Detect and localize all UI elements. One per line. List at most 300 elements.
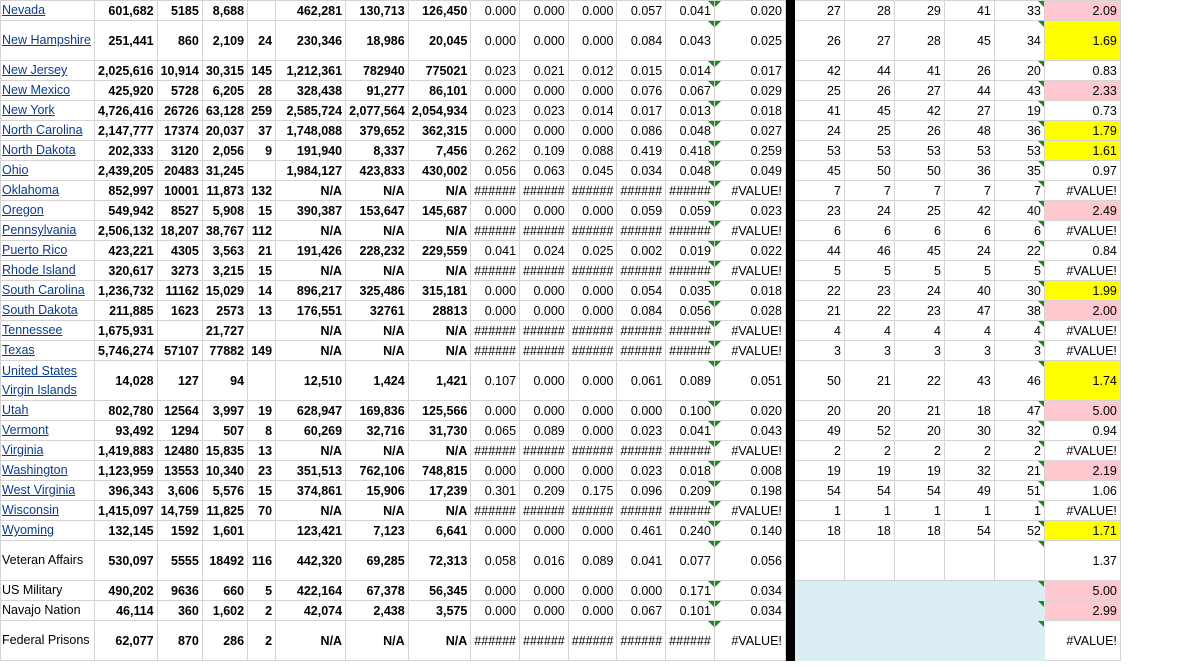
data-cell[interactable]: N/A [346, 261, 409, 281]
data-cell[interactable]: 2.00 [1044, 301, 1120, 321]
data-cell[interactable]: 0.056 [471, 161, 520, 181]
row-name-cell[interactable]: Nevada [1, 1, 95, 21]
data-cell[interactable]: 13553 [157, 461, 202, 481]
data-cell[interactable]: 0.101 [666, 601, 715, 621]
data-cell[interactable]: 0.023 [617, 461, 666, 481]
data-cell[interactable] [844, 541, 894, 581]
data-cell[interactable]: 42 [894, 101, 944, 121]
data-cell[interactable]: 0.063 [520, 161, 569, 181]
data-cell[interactable]: 0.057 [617, 1, 666, 21]
data-cell[interactable]: 211,885 [95, 301, 158, 321]
data-cell[interactable]: ###### [666, 501, 715, 521]
data-cell[interactable]: 0.058 [471, 541, 520, 581]
data-cell[interactable]: 0.086 [617, 121, 666, 141]
data-cell[interactable]: 169,836 [346, 401, 409, 421]
data-cell[interactable]: 4 [794, 321, 844, 341]
data-cell[interactable]: 2 [944, 441, 994, 461]
data-cell[interactable]: N/A [408, 261, 471, 281]
data-cell[interactable]: 27 [794, 1, 844, 21]
data-cell[interactable]: 24 [844, 201, 894, 221]
data-cell[interactable]: 44 [794, 241, 844, 261]
data-cell[interactable]: 1.06 [1044, 481, 1120, 501]
data-cell[interactable]: 19 [248, 401, 276, 421]
data-cell[interactable]: 0.140 [714, 521, 785, 541]
data-cell[interactable]: ###### [471, 341, 520, 361]
data-cell[interactable]: 0.023 [471, 101, 520, 121]
data-cell[interactable]: 26 [894, 121, 944, 141]
data-cell[interactable]: #VALUE! [1044, 621, 1120, 661]
data-cell[interactable]: 15 [248, 481, 276, 501]
data-cell[interactable]: 230,346 [276, 21, 346, 61]
data-cell[interactable]: 5 [844, 261, 894, 281]
data-cell[interactable]: 69,285 [346, 541, 409, 581]
data-cell[interactable]: 0.020 [714, 401, 785, 421]
data-cell[interactable]: 1.99 [1044, 281, 1120, 301]
data-cell[interactable]: ###### [666, 621, 715, 661]
data-cell[interactable]: 1,123,959 [95, 461, 158, 481]
data-cell[interactable]: #VALUE! [714, 501, 785, 521]
data-cell[interactable]: 660 [202, 581, 247, 601]
data-cell[interactable]: N/A [408, 441, 471, 461]
data-cell[interactable]: 21,727 [202, 321, 247, 341]
data-cell[interactable]: 1 [894, 501, 944, 521]
row-name-cell[interactable]: New York [1, 101, 95, 121]
data-cell[interactable]: 21 [844, 361, 894, 401]
data-cell[interactable]: 20 [894, 421, 944, 441]
row-name-cell[interactable]: Ohio [1, 161, 95, 181]
data-cell[interactable]: 0.041 [617, 541, 666, 581]
data-cell[interactable]: 41 [894, 61, 944, 81]
data-cell[interactable]: 0.020 [714, 1, 785, 21]
data-cell[interactable]: 35 [994, 161, 1044, 181]
data-cell[interactable]: 423,833 [346, 161, 409, 181]
data-cell[interactable]: 0.301 [471, 481, 520, 501]
data-cell[interactable]: 14,759 [157, 501, 202, 521]
data-cell[interactable]: 1.37 [1044, 541, 1120, 581]
data-cell[interactable]: 11,825 [202, 501, 247, 521]
data-cell[interactable]: 13 [248, 301, 276, 321]
data-cell[interactable]: 775021 [408, 61, 471, 81]
row-name-cell[interactable]: New Hampshire [1, 21, 95, 61]
data-cell[interactable]: 0.107 [471, 361, 520, 401]
data-cell[interactable]: ###### [666, 341, 715, 361]
data-cell[interactable] [844, 601, 894, 621]
data-cell[interactable]: 3,215 [202, 261, 247, 281]
data-cell[interactable]: 2 [248, 601, 276, 621]
data-cell[interactable] [157, 321, 202, 341]
data-cell[interactable]: 0.002 [617, 241, 666, 261]
data-cell[interactable]: 530,097 [95, 541, 158, 581]
data-cell[interactable]: 7,123 [346, 521, 409, 541]
data-cell[interactable]: 1,984,127 [276, 161, 346, 181]
data-cell[interactable]: 7 [794, 181, 844, 201]
data-cell[interactable]: N/A [276, 321, 346, 341]
data-cell[interactable]: ###### [568, 341, 617, 361]
data-cell[interactable]: N/A [346, 501, 409, 521]
data-cell[interactable]: 53 [844, 141, 894, 161]
data-cell[interactable]: 51 [994, 481, 1044, 501]
data-cell[interactable]: N/A [276, 621, 346, 661]
data-cell[interactable]: 0.028 [714, 301, 785, 321]
data-cell[interactable]: #VALUE! [1044, 221, 1120, 241]
data-cell[interactable]: 601,682 [95, 1, 158, 21]
data-cell[interactable]: 430,002 [408, 161, 471, 181]
data-cell[interactable]: 12564 [157, 401, 202, 421]
data-cell[interactable]: 0.000 [471, 521, 520, 541]
data-cell[interactable]: 202,333 [95, 141, 158, 161]
data-cell[interactable]: 0.000 [568, 281, 617, 301]
data-cell[interactable]: ###### [666, 181, 715, 201]
data-cell[interactable]: 425,920 [95, 81, 158, 101]
data-cell[interactable]: 0.029 [714, 81, 785, 101]
data-cell[interactable] [894, 581, 944, 601]
data-cell[interactable] [944, 601, 994, 621]
data-cell[interactable]: 351,513 [276, 461, 346, 481]
data-cell[interactable]: 9 [248, 141, 276, 161]
data-cell[interactable]: N/A [346, 321, 409, 341]
data-cell[interactable]: 251,441 [95, 21, 158, 61]
data-cell[interactable]: 0.000 [471, 81, 520, 101]
data-cell[interactable]: 0.025 [714, 21, 785, 61]
data-cell[interactable]: 5,746,274 [95, 341, 158, 361]
data-cell[interactable]: 145,687 [408, 201, 471, 221]
data-cell[interactable]: 0.017 [617, 101, 666, 121]
data-cell[interactable]: 93,492 [95, 421, 158, 441]
data-cell[interactable]: 2 [844, 441, 894, 461]
row-name-cell[interactable]: New Jersey [1, 61, 95, 81]
data-cell[interactable]: 28813 [408, 301, 471, 321]
data-cell[interactable]: 30 [994, 281, 1044, 301]
data-cell[interactable]: 0.000 [520, 301, 569, 321]
data-cell[interactable]: 12480 [157, 441, 202, 461]
data-cell[interactable]: 70 [248, 501, 276, 521]
data-cell[interactable]: 67,378 [346, 581, 409, 601]
data-cell[interactable]: 26 [844, 81, 894, 101]
row-name-cell[interactable]: West Virginia [1, 481, 95, 501]
data-cell[interactable]: 30,315 [202, 61, 247, 81]
data-cell[interactable] [994, 541, 1044, 581]
data-cell[interactable]: 1,419,883 [95, 441, 158, 461]
data-cell[interactable]: N/A [276, 501, 346, 521]
row-name-cell[interactable]: Puerto Rico [1, 241, 95, 261]
data-cell[interactable]: ###### [568, 321, 617, 341]
data-cell[interactable]: 32 [994, 421, 1044, 441]
data-cell[interactable]: 44 [844, 61, 894, 81]
data-cell[interactable]: 0.076 [617, 81, 666, 101]
data-cell[interactable]: 0.000 [568, 201, 617, 221]
data-cell[interactable]: 0.021 [520, 61, 569, 81]
data-cell[interactable]: 0.461 [617, 521, 666, 541]
data-cell[interactable]: 32761 [346, 301, 409, 321]
row-name-cell[interactable]: Virginia [1, 441, 95, 461]
data-cell[interactable]: 0.84 [1044, 241, 1120, 261]
data-cell[interactable]: 19 [994, 101, 1044, 121]
data-cell[interactable]: 21 [794, 301, 844, 321]
data-cell[interactable]: 507 [202, 421, 247, 441]
data-cell[interactable]: 0.000 [568, 121, 617, 141]
data-cell[interactable]: 6 [844, 221, 894, 241]
data-cell[interactable]: 628,947 [276, 401, 346, 421]
data-cell[interactable]: 229,559 [408, 241, 471, 261]
data-cell[interactable]: #VALUE! [1044, 321, 1120, 341]
data-cell[interactable]: N/A [408, 181, 471, 201]
data-cell[interactable]: 802,780 [95, 401, 158, 421]
data-cell[interactable]: 45 [794, 161, 844, 181]
data-cell[interactable]: 870 [157, 621, 202, 661]
data-cell[interactable]: 1592 [157, 521, 202, 541]
data-cell[interactable]: 26 [944, 61, 994, 81]
data-cell[interactable]: 45 [844, 101, 894, 121]
data-cell[interactable]: 19 [894, 461, 944, 481]
data-cell[interactable]: 15,835 [202, 441, 247, 461]
data-cell[interactable]: 5,908 [202, 201, 247, 221]
data-cell[interactable]: 1 [994, 501, 1044, 521]
data-cell[interactable]: ###### [471, 441, 520, 461]
data-cell[interactable]: 12,510 [276, 361, 346, 401]
data-cell[interactable]: 315,181 [408, 281, 471, 301]
row-name-cell[interactable]: Wyoming [1, 521, 95, 541]
data-cell[interactable]: 46 [844, 241, 894, 261]
data-cell[interactable]: 17,239 [408, 481, 471, 501]
data-cell[interactable]: 2 [248, 621, 276, 661]
row-name-cell[interactable]: South Carolina [1, 281, 95, 301]
data-cell[interactable]: ###### [520, 341, 569, 361]
data-cell[interactable]: #VALUE! [1044, 341, 1120, 361]
data-cell[interactable]: 0.025 [568, 241, 617, 261]
row-name-cell[interactable]: Texas [1, 341, 95, 361]
data-cell[interactable]: 442,320 [276, 541, 346, 581]
data-cell[interactable]: 43 [994, 81, 1044, 101]
data-cell[interactable]: 0.000 [568, 81, 617, 101]
data-cell[interactable]: 1,415,097 [95, 501, 158, 521]
data-cell[interactable]: 0.198 [714, 481, 785, 501]
data-cell[interactable]: 36 [944, 161, 994, 181]
data-cell[interactable]: 15,906 [346, 481, 409, 501]
data-cell[interactable]: 0.100 [666, 401, 715, 421]
data-cell[interactable]: 7 [844, 181, 894, 201]
data-cell[interactable]: 32,716 [346, 421, 409, 441]
data-cell[interactable]: 44 [944, 81, 994, 101]
data-cell[interactable]: 31,245 [202, 161, 247, 181]
data-cell[interactable]: ###### [617, 261, 666, 281]
data-cell[interactable]: ###### [520, 501, 569, 521]
data-cell[interactable]: 1,675,931 [95, 321, 158, 341]
data-cell[interactable]: 18 [944, 401, 994, 421]
data-cell[interactable]: 0.109 [520, 141, 569, 161]
data-cell[interactable]: #VALUE! [1044, 181, 1120, 201]
data-cell[interactable]: 0.043 [666, 21, 715, 61]
data-cell[interactable]: 0.056 [666, 301, 715, 321]
data-cell[interactable]: 0.000 [520, 401, 569, 421]
data-cell[interactable] [248, 521, 276, 541]
data-cell[interactable]: 3120 [157, 141, 202, 161]
data-cell[interactable]: 0.000 [568, 21, 617, 61]
data-cell[interactable] [944, 581, 994, 601]
data-cell[interactable]: 1,602 [202, 601, 247, 621]
data-cell[interactable] [944, 541, 994, 581]
data-cell[interactable]: 21 [894, 401, 944, 421]
data-cell[interactable]: 0.023 [471, 61, 520, 81]
data-cell[interactable]: 0.027 [714, 121, 785, 141]
data-cell[interactable]: 50 [844, 161, 894, 181]
data-cell[interactable]: ###### [520, 441, 569, 461]
data-cell[interactable]: 0.013 [666, 101, 715, 121]
data-cell[interactable]: 0.051 [714, 361, 785, 401]
data-cell[interactable]: 26 [794, 21, 844, 61]
data-cell[interactable]: 10,914 [157, 61, 202, 81]
data-cell[interactable]: 53 [944, 141, 994, 161]
data-cell[interactable]: 52 [844, 421, 894, 441]
data-cell[interactable]: 7 [944, 181, 994, 201]
data-cell[interactable]: 13 [248, 441, 276, 461]
data-cell[interactable]: 21 [994, 461, 1044, 481]
data-cell[interactable]: 1294 [157, 421, 202, 441]
data-cell[interactable]: 53 [994, 141, 1044, 161]
data-cell[interactable]: 328,438 [276, 81, 346, 101]
data-cell[interactable]: 17374 [157, 121, 202, 141]
data-cell[interactable]: ###### [471, 621, 520, 661]
data-cell[interactable]: 6 [944, 221, 994, 241]
data-cell[interactable]: 0.000 [471, 1, 520, 21]
data-cell[interactable]: 45 [894, 241, 944, 261]
data-cell[interactable]: 5555 [157, 541, 202, 581]
data-cell[interactable]: 0.019 [666, 241, 715, 261]
data-cell[interactable]: #VALUE! [714, 341, 785, 361]
data-cell[interactable]: 132,145 [95, 521, 158, 541]
row-name-cell[interactable]: New Mexico [1, 81, 95, 101]
data-cell[interactable]: 0.240 [666, 521, 715, 541]
data-cell[interactable]: 0.015 [617, 61, 666, 81]
data-cell[interactable] [248, 161, 276, 181]
data-cell[interactable]: 20483 [157, 161, 202, 181]
data-cell[interactable]: ###### [617, 501, 666, 521]
data-cell[interactable]: 0.000 [568, 361, 617, 401]
data-cell[interactable]: 3,606 [157, 481, 202, 501]
data-cell[interactable]: 896,217 [276, 281, 346, 301]
data-cell[interactable]: 5 [994, 261, 1044, 281]
data-cell[interactable]: 42 [794, 61, 844, 81]
data-cell[interactable]: 91,277 [346, 81, 409, 101]
data-cell[interactable]: 29 [894, 1, 944, 21]
data-cell[interactable]: 379,652 [346, 121, 409, 141]
data-cell[interactable]: 0.000 [520, 281, 569, 301]
data-cell[interactable]: 3,997 [202, 401, 247, 421]
data-cell[interactable]: 2,585,724 [276, 101, 346, 121]
data-cell[interactable]: 23 [794, 201, 844, 221]
data-cell[interactable] [994, 601, 1044, 621]
data-cell[interactable]: 1,424 [346, 361, 409, 401]
data-cell[interactable]: 15 [248, 201, 276, 221]
data-cell[interactable]: ###### [617, 621, 666, 661]
data-cell[interactable]: 390,387 [276, 201, 346, 221]
data-cell[interactable]: 0.000 [520, 581, 569, 601]
data-cell[interactable]: 1.69 [1044, 21, 1120, 61]
data-cell[interactable]: #VALUE! [714, 261, 785, 281]
data-cell[interactable]: 0.000 [617, 581, 666, 601]
data-cell[interactable]: 0.034 [617, 161, 666, 181]
data-cell[interactable]: ###### [568, 261, 617, 281]
data-cell[interactable] [844, 621, 894, 661]
data-cell[interactable]: 0.018 [714, 101, 785, 121]
row-name-cell[interactable]: Washington [1, 461, 95, 481]
data-cell[interactable]: ###### [617, 341, 666, 361]
data-cell[interactable]: 54 [894, 481, 944, 501]
data-cell[interactable]: 3,575 [408, 601, 471, 621]
data-cell[interactable]: 2 [794, 441, 844, 461]
data-cell[interactable]: N/A [346, 181, 409, 201]
data-cell[interactable]: 46 [994, 361, 1044, 401]
data-cell[interactable]: #VALUE! [714, 321, 785, 341]
data-cell[interactable]: 47 [994, 401, 1044, 421]
data-cell[interactable]: 2,054,934 [408, 101, 471, 121]
data-cell[interactable]: 22 [844, 301, 894, 321]
data-cell[interactable]: 5185 [157, 1, 202, 21]
data-cell[interactable]: 0.034 [714, 601, 785, 621]
data-cell[interactable]: #VALUE! [714, 621, 785, 661]
data-cell[interactable]: 0.000 [471, 21, 520, 61]
data-cell[interactable]: ###### [568, 441, 617, 461]
data-cell[interactable]: N/A [408, 621, 471, 661]
data-cell[interactable]: 54 [944, 521, 994, 541]
data-cell[interactable]: 9636 [157, 581, 202, 601]
data-cell[interactable]: 127 [157, 361, 202, 401]
data-cell[interactable]: 0.059 [617, 201, 666, 221]
data-cell[interactable]: N/A [408, 341, 471, 361]
data-cell[interactable]: 259 [248, 101, 276, 121]
data-cell[interactable]: 320,617 [95, 261, 158, 281]
data-cell[interactable]: 228,232 [346, 241, 409, 261]
row-name-cell[interactable]: North Carolina [1, 121, 95, 141]
data-cell[interactable]: 0.000 [520, 121, 569, 141]
data-cell[interactable]: 422,164 [276, 581, 346, 601]
data-cell[interactable]: N/A [346, 341, 409, 361]
data-cell[interactable]: 25 [844, 121, 894, 141]
data-cell[interactable]: 28 [844, 1, 894, 21]
data-cell[interactable]: 0.016 [520, 541, 569, 581]
data-cell[interactable]: 5 [894, 261, 944, 281]
data-cell[interactable]: 0.97 [1044, 161, 1120, 181]
data-cell[interactable]: 0.014 [666, 61, 715, 81]
data-cell[interactable]: 47 [944, 301, 994, 321]
data-cell[interactable]: 42 [944, 201, 994, 221]
data-cell[interactable] [794, 581, 844, 601]
data-cell[interactable]: ###### [568, 621, 617, 661]
data-cell[interactable]: 0.000 [471, 121, 520, 141]
data-cell[interactable]: 0.000 [471, 401, 520, 421]
data-cell[interactable]: 2,438 [346, 601, 409, 621]
data-cell[interactable]: 0.000 [520, 21, 569, 61]
data-cell[interactable]: 18,207 [157, 221, 202, 241]
data-cell[interactable]: 24 [894, 281, 944, 301]
data-cell[interactable]: 0.012 [568, 61, 617, 81]
data-cell[interactable]: 0.000 [568, 421, 617, 441]
data-cell[interactable]: 40 [994, 201, 1044, 221]
data-cell[interactable]: 63,128 [202, 101, 247, 121]
data-cell[interactable]: 49 [944, 481, 994, 501]
data-cell[interactable] [248, 321, 276, 341]
data-cell[interactable]: 3 [844, 341, 894, 361]
data-cell[interactable] [794, 621, 844, 661]
data-cell[interactable]: 2.09 [1044, 1, 1120, 21]
data-cell[interactable]: 0.259 [714, 141, 785, 161]
data-cell[interactable]: 3,563 [202, 241, 247, 261]
data-cell[interactable]: 15,029 [202, 281, 247, 301]
data-cell[interactable]: ###### [471, 321, 520, 341]
data-cell[interactable]: ###### [666, 261, 715, 281]
data-cell[interactable]: 49 [794, 421, 844, 441]
data-cell[interactable]: #VALUE! [1044, 261, 1120, 281]
data-cell[interactable]: ###### [520, 181, 569, 201]
